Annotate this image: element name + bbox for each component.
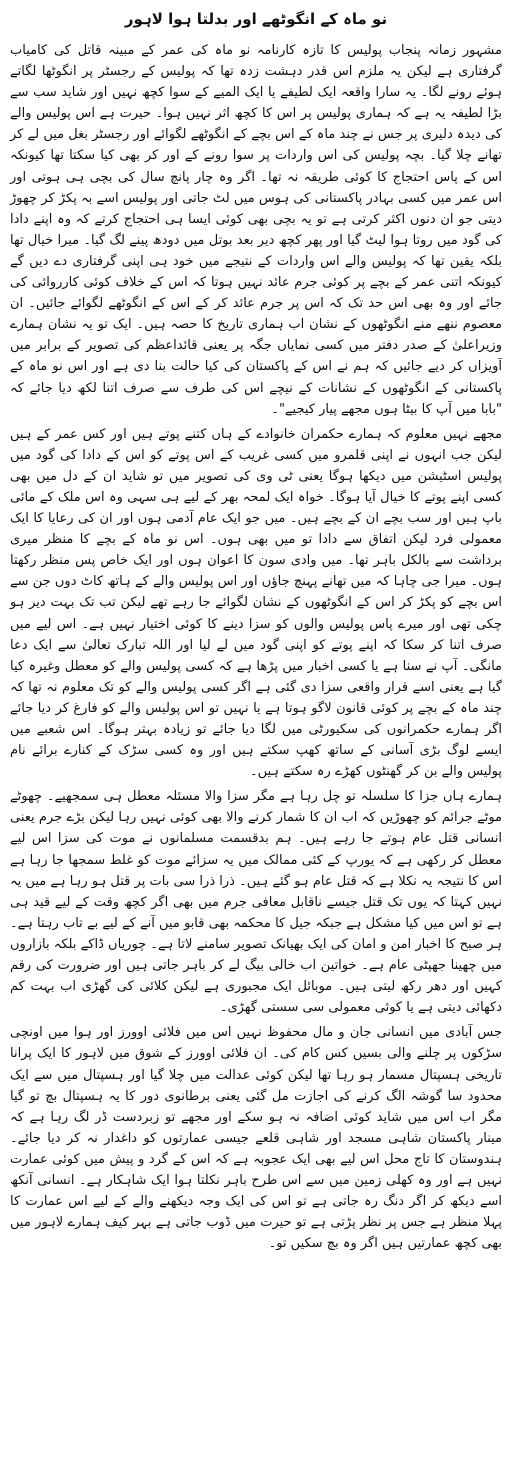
article-paragraph-3: ہمارے ہاں جزا کا سلسلہ تو چل رہا ہے مگر سزا والا مسئلہ معطل ہی سمجھیے۔ چھوٹے موٹے جرائم کو چھوڑیں کہ اب ان کا شمار کرنے والا بھی کوئی نہیں رہا لیکن بڑے جرم یعنی انسانی قتل عام ہوتے جا رہے ہیں۔ ہم بدقسمت مسلمانوں نے موت کی سزا اس لیے معطل کر رکھی ہے کہ یورپ کے کئی ممالک میں یہ سزائے موت کو غلط سمجھا جا رہا ہے اس کا نتیجہ یہ نکلا ہے کہ قتل عام ہو گئے ہیں۔ ذرا ذرا سی بات پر قتل ہو رہا ہے میں یہ نہیں کہتا کہ یوں تک قتل جیسے ناقابل معافی جرم میں بھی اگر کچھ وقت کے لیے قید ہی ہے تو اس میں کیا مشکل ہے جبکہ جیل کا محکمہ بھی قابو میں آنے کے لیے بے تاب رہتا ہے۔ ہر صبح کا اخبار امن و امان کی ایک بھیانک تصویر سامنے لاتا ہے۔ چوریاں ڈاکے بلکہ بازاروں میں چھینا جھپٹی عام ہے۔ خواتین اب خالی بیگ لے کر باہر جاتی ہیں اور ضرورت کی رقم کہیں اور دھر رکھ لیتی ہیں۔ موبائل ایک مجبوری ہے لیکن کلائی کی گھڑی اب بہت کم دکھائی دیتی ہے یا کوئی معمولی سی سستی گھڑی۔ [10, 789, 502, 1016]
article-paragraph-1: مشہور زمانہ پنجاب پولیس کا تازہ کارنامہ نو ماہ کی عمر کے مبینہ قاتل کی کامیاب گرفتاری ہے لیکن یہ ملزم اس قدر دہشت زدہ تھا کہ پولیس کے رجسٹر پر انگوٹھا لگاتے ہوئے رونے لگا۔ یہ سارا واقعہ ایک لطیفے یا ایک المیے کے سوا کچھ نہیں اور شاید سب سے بڑا لطیفہ یہ ہے کہ ہماری پولیس پر اس کا کچھ اثر نہیں ہوا۔ حیرت ہے اس پولیس والے کی دیدہ دلیری پر جس نے چند ماہ کے اس بچے کے انگوٹھے لگوائے اور رجسٹر بغل میں لے کر تھانے چلا گیا۔ بچہ پولیس کی اس واردات پر سوا رونے کے اور کر بھی کیا سکتا تھا کیونکہ اس کے پاس احتجاج کا کوئی طریقہ نہ تھا۔ اگر وہ چار پانچ سال کی بچی ہی ہوتی اور اس عمر میں کسی بہادر پاکستانی کی ہوس میں لٹ جاتی اور پولیس اسے بہ پکڑ کر چھوڑ دیتی جو ان دنوں اکثر کرتی ہے تو یہ بچی بھی کوئی ایسا ہی احتجاج کرتے کہ وہ اپنے دادا کی گود میں روتا ہوا لیٹ گیا اور پھر کچھ دیر بعد بوتل میں دودھ پینے لگ گیا۔ میرا خیال تھا بلکہ یقین تھا کہ پولیس والے اس واردات کے نتیجے میں خود ہی اپنی گرفتاری دے دیں گے کیونکہ اتنی عمر کے بچے پر کوئی جرم عائد نہیں ہوتا کہ اس کے خلاف کوئی کارروائی کی جائے اور وہ بھی اس حد تک کہ اس پر جرم عائد کر کے اس کے انگوٹھے لگوائے جائیں۔ ان معصوم ننھے منے انگوٹھوں کے نشان اب ہماری تاریخ کا حصہ ہیں۔ ایک تو یہ نشان ہمارے وزیراعلیٰ کے صدر دفتر میں کسی نمایاں جگہ پر یعنی قائداعظم کی تصویر کے برابر میں آویزاں کر دیے جائیں کہ ہم نے اس کے پاکستان کی کیا حالت بنا دی ہے اور اس نو ماہ کے پاکستانی کے انگوٹھوں کے نشانات کے نیچے اس کی طرف سے صرف اتنا لکھ دیا جائے کہ "بابا میں آپ کا بیٹا ہوں مجھے پیار کیجیے"۔ [10, 43, 502, 417]
article-paragraph-4: جس آبادی میں انسانی جان و مال محفوظ نہیں اس میں فلائی اوورز اور ہوا میں اونچی سڑکوں پر چلنے والی بسیں کس کام کی۔ ان فلائی اوورز کے شوق میں لاہور کا ایک پرانا تاریخی ہسپتال مسمار ہو رہا تھا لیکن کوئی عدالت میں چلا گیا اور ہسپتال میں سے ایک محدود سا گوشہ الگ کرنے کی اجازت مل گئی یعنی برطانوی دور کا یہ ہسپتال بچ تو گیا مگر اب اس میں شاید کوئی اضافہ نہ ہو سکے اور مجھے تو زبردست ڈر لگ رہا ہے کہ مینار پاکستان شاہی مسجد اور شاہی قلعے جیسی عمارتوں کو داغدار نہ کر دیا جائے۔ ہندوستان کا تاج محل اس لیے بھی ایک عجوبہ ہے کہ اس کے گرد و پیش میں کوئی عمارت نہیں ہے اور وہ کھلی زمین میں سے اس طرح باہر نکلتا ہوا ایک شاہکار ہے۔ انسانی آنکھ اسے دیکھ کر اگر دنگ رہ جاتی ہے تو اس کی ایک وجہ دیکھنے والے کے لیے اس عمارت کا پہلا منظر ہے جس پر نظر پڑتی ہے تو حیرت میں ڈوب جاتی ہے بہر کیف ہمارے لاہور میں بھی کچھ عمارتیں ہیں اگر وہ بچ سکیں تو۔ [10, 1025, 502, 1252]
article-title: نو ماہ کے انگوٹھے اور بدلتا ہوا لاہور [124, 10, 388, 28]
article-paragraph-2: مجھے نہیں معلوم کہ ہمارے حکمران خانوادے کے ہاں کتنے پوتے ہیں اور کس عمر کے ہیں لیکن جب انہوں نے اپنی قلمرو میں کسی غریب کے اس پوتے کو اس کے دادا کی گود میں پولیس اسٹیشن میں دیکھا ہوگا یعنی ٹی وی کی تصویر میں تو شاید ان کے دل میں بھی کسی اپنے پوتے کا خیال آیا ہوگا۔ خواہ ایک لمحہ بھر کے لیے ہی سہی وہ اس ملک کے مائی باپ ہیں اور سب بچے ان کے بچے ہیں۔ میں جو ایک عام آدمی ہوں اور ان کی رعایا کا ایک معمولی فرد لیکن اتفاق سے دادا تو میں بھی ہوں۔ اس نو ماہ کے بچے کا منظر میری برداشت سے بالکل باہر تھا۔ میں وادی سون کا اعوان ہوں اور ایک خاص پس منظر رکھتا ہوں۔ میرا جی چاہا کہ میں تھانے پہنچ جاؤں اور اس پولیس والے کے ہاتھ کاٹ دوں جن سے اس بچے کو پکڑ کر اس کے انگوٹھوں کے نشان لگوائے جا رہے تھے لیکن تب تک بہت دیر ہو چکی تھی اور میرے پاس پولیس والوں کو سزا دینے کا کوئی اختیار نہیں ہے۔ اس لیے میں صرف اتنا کر سکا کہ اپنے پوتے کو اپنی گود میں لے لیا اور اللہ تبارک تعالیٰ سے ایک دعا مانگی۔ آپ نے سنا ہے یا کسی اخبار میں پڑھا ہے کہ کسی پولیس والے کو معطل وغیرہ کیا گیا ہے یعنی اسے قرار واقعی سزا دی گئی ہے اگر کسی پولیس والے کو تک معلوم نہ تھا کہ چند ماہ کے بچے پر کوئی قانون لاگو ہوتا ہے یا نہیں تو اس پولیس والے کو فارغ کر دیا جائے اگر ہمارے حکمرانوں کی سکیورٹی میں لگا دیا جائے تو زیادہ بہتر ہوگا۔ اس شعبے میں ایسے لوگ بڑی آسانی کے ساتھ کھپ سکتے ہیں اور وہ کسی سڑک کے کنارے برائے نام پولیس والے بن کر گھنٹوں کھڑے رہ سکتے ہیں۔ [10, 426, 502, 780]
article-body [10, 40, 502, 1254]
